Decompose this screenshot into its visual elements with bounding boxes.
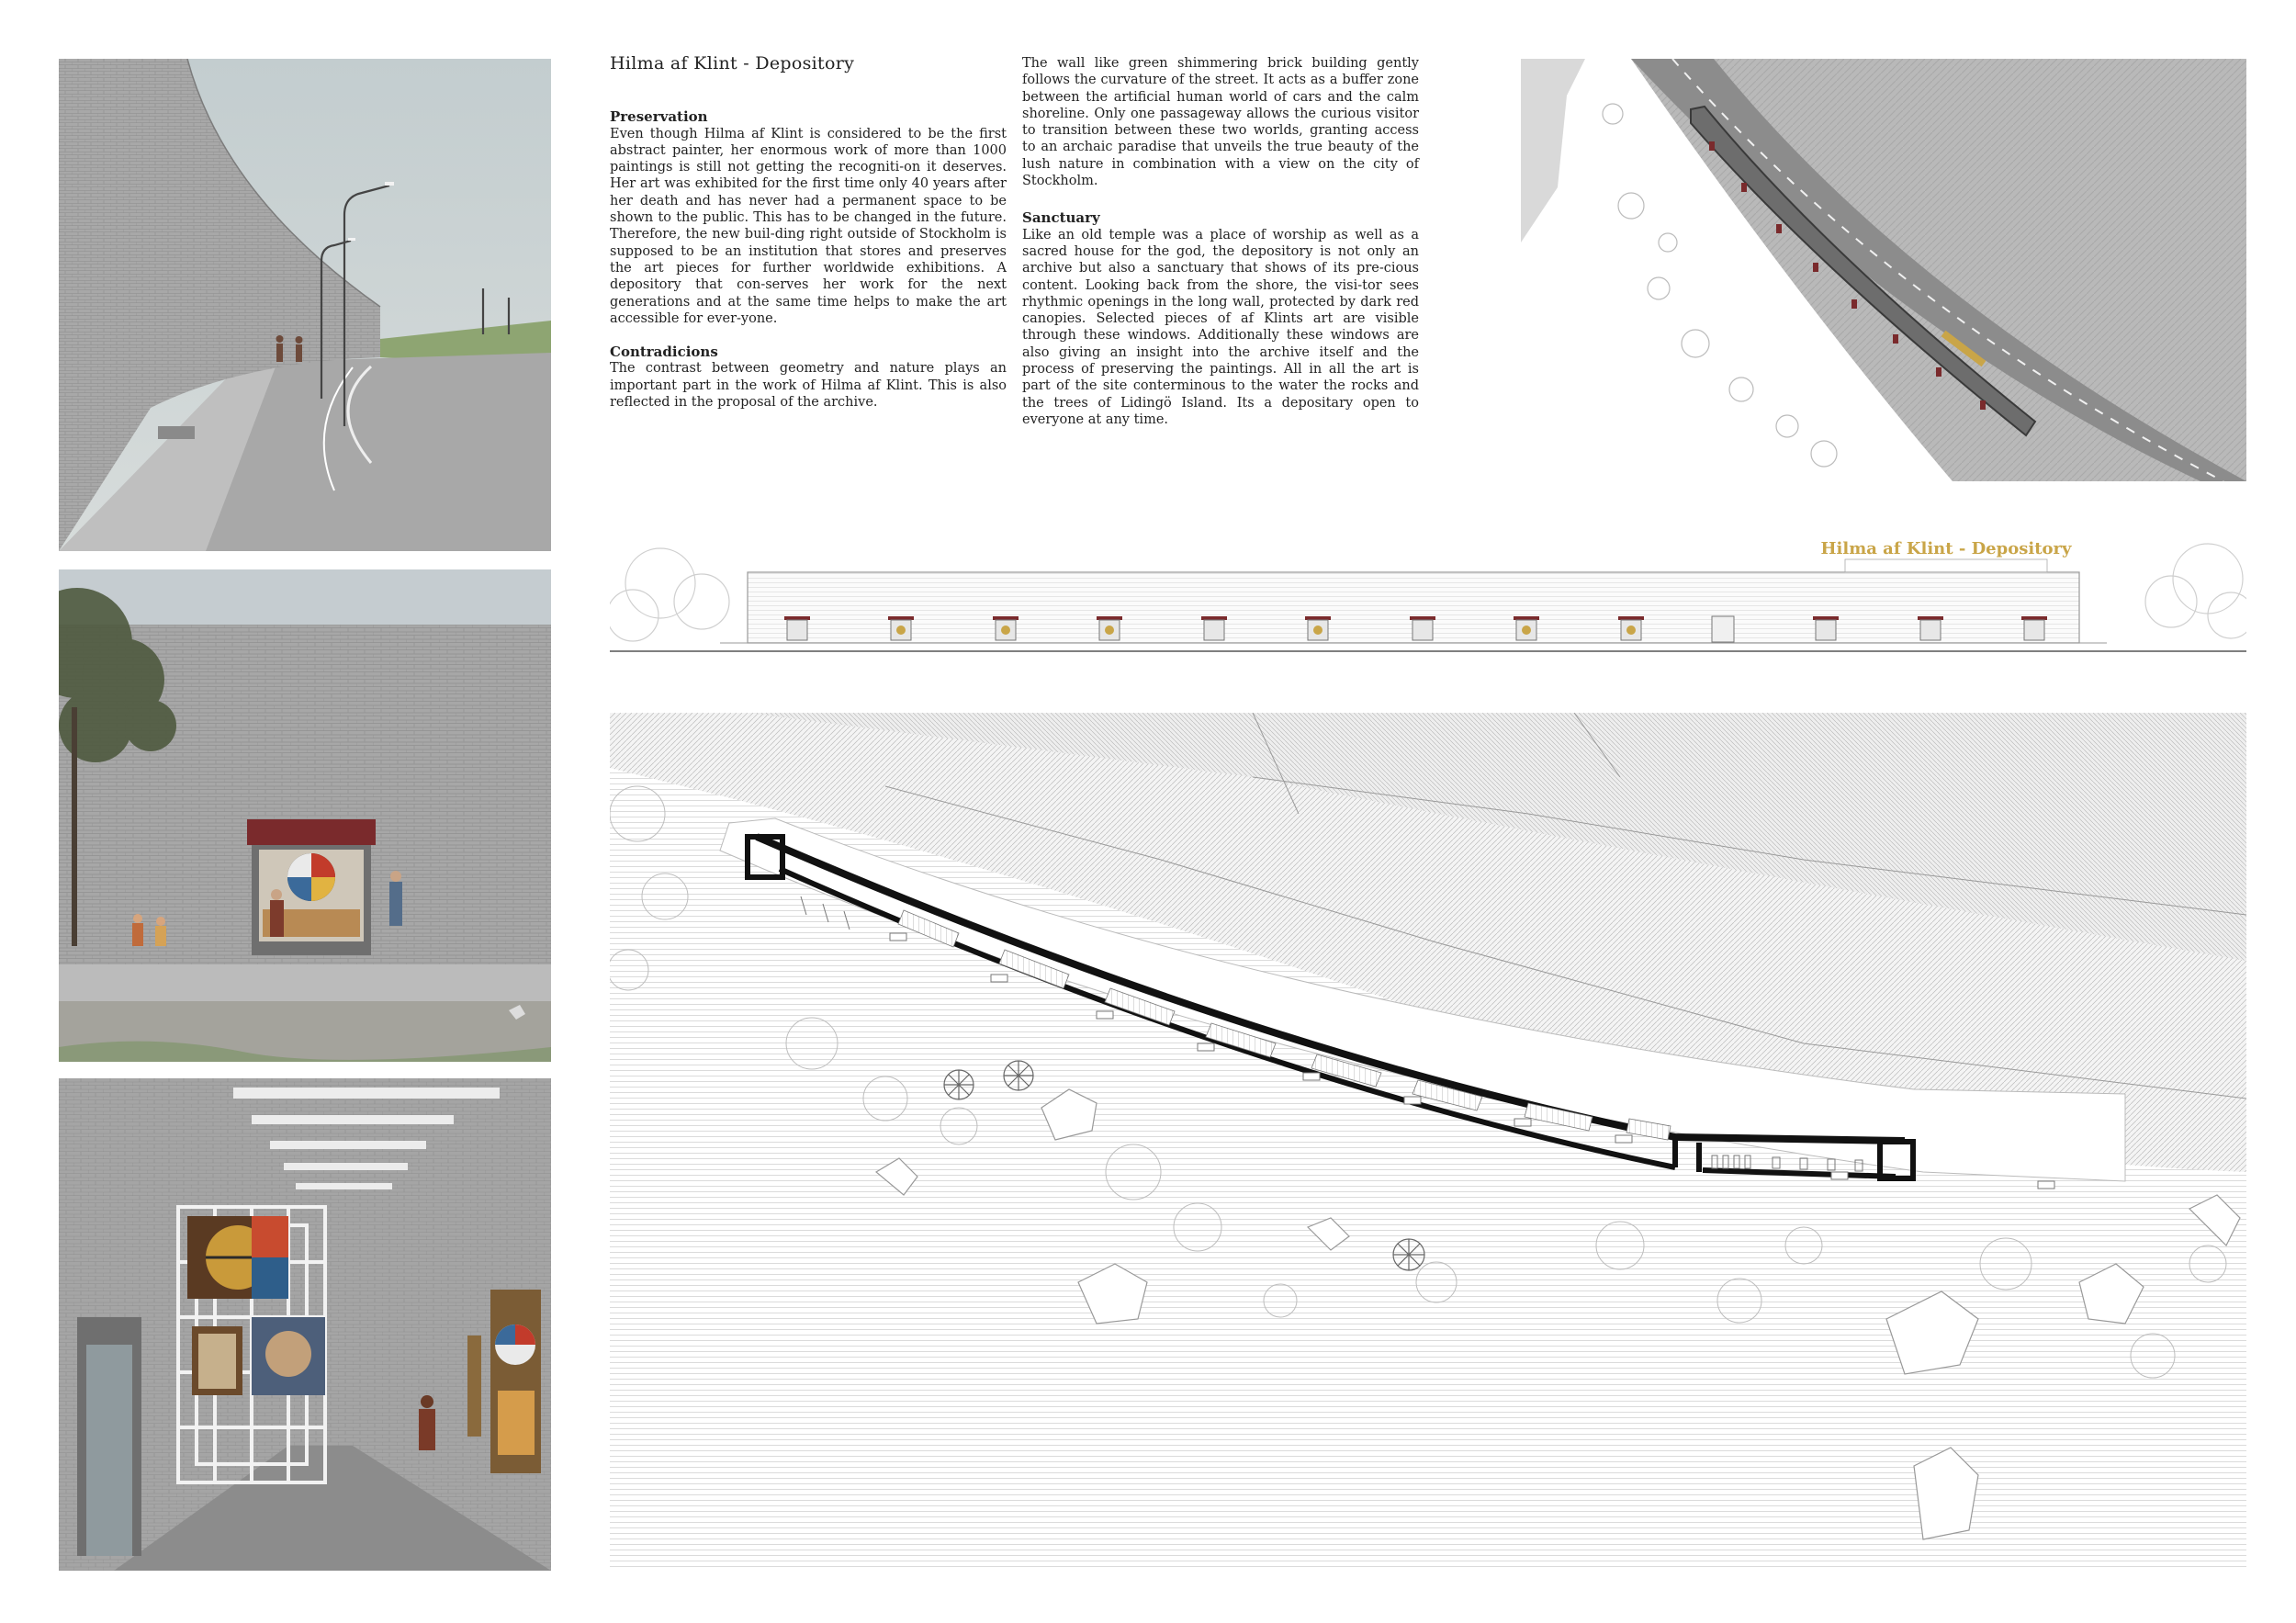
- text-sanctuary: Like an old temple was a place of worship as well as a sacred house for the god, the depository is not only an archive but also a sanctuary that shows of its pre-cious content. Looking back from the shore, the visi-tor sees rhythmic openings in the long wall, protected by dark red canopies. Selected pieces of af Klints art are visible through these windows. Additionally these windows are also giving an insight into the archive itself and the process of preserving the paintings. All in all the art is part of the site conterminous to the water the rocks and the trees of Lidingö Island. Its a depositary open to everyone at any time.: [1022, 227, 1419, 427]
- south-elevation-drawing: [610, 528, 2246, 659]
- elevation-sign: Hilma af Klint - Depository: [1820, 539, 2072, 558]
- heading-preservation: Preservation: [610, 108, 708, 126]
- board-title: Hilma af Klint - Depository: [610, 53, 855, 73]
- text-contradicions: The contrast between geometry and nature plays an important part in the work of Hilma af Klint. This is also reflected in the proposal of the archive.: [610, 361, 1007, 411]
- heading-sanctuary: Sanctuary: [1022, 209, 1100, 227]
- text-building-intro: The wall like green shimmering brick building gently follows the curvature of the street. It acts as a buffer zone between the artificial human world of cars and the calm shoreline. Only one passageway allows the curious visitor to transition between these two worlds, granting access to an archaic paradise that unveils the true beauty of the lush nature in combination with a view on the city of Stockholm.: [1022, 56, 1419, 189]
- description-column-left: [610, 55, 1007, 427]
- ground-floor-plan-drawing: [610, 713, 2246, 1569]
- site-plan-drawing: [1521, 59, 2246, 481]
- text-preservation: Even though Hilma af Klint is considered to be the first abstract painter, her enormous work of more than 1000 paintings is still not getting the recogniti-on it deserves. Her art was exhibited for the first time only 40 years after her death and has never had a permanent space to be shown to the public. This has to be changed in the future. Therefore, the new buil-ding right outside of Stockholm is supposed to be an institution that stores and preserves the art pieces for further worldwide exhibitions. A depository that con-serves her work for the next generations and at the same time helps to make the art accessible for ever-yone.: [610, 126, 1007, 326]
- street-perspective-render: [59, 59, 551, 551]
- canopy-window-render: [59, 569, 551, 1062]
- heading-contradicions: Contradicions: [610, 344, 718, 361]
- description-column-right: [1022, 55, 1419, 445]
- archive-interior-render: [59, 1078, 551, 1571]
